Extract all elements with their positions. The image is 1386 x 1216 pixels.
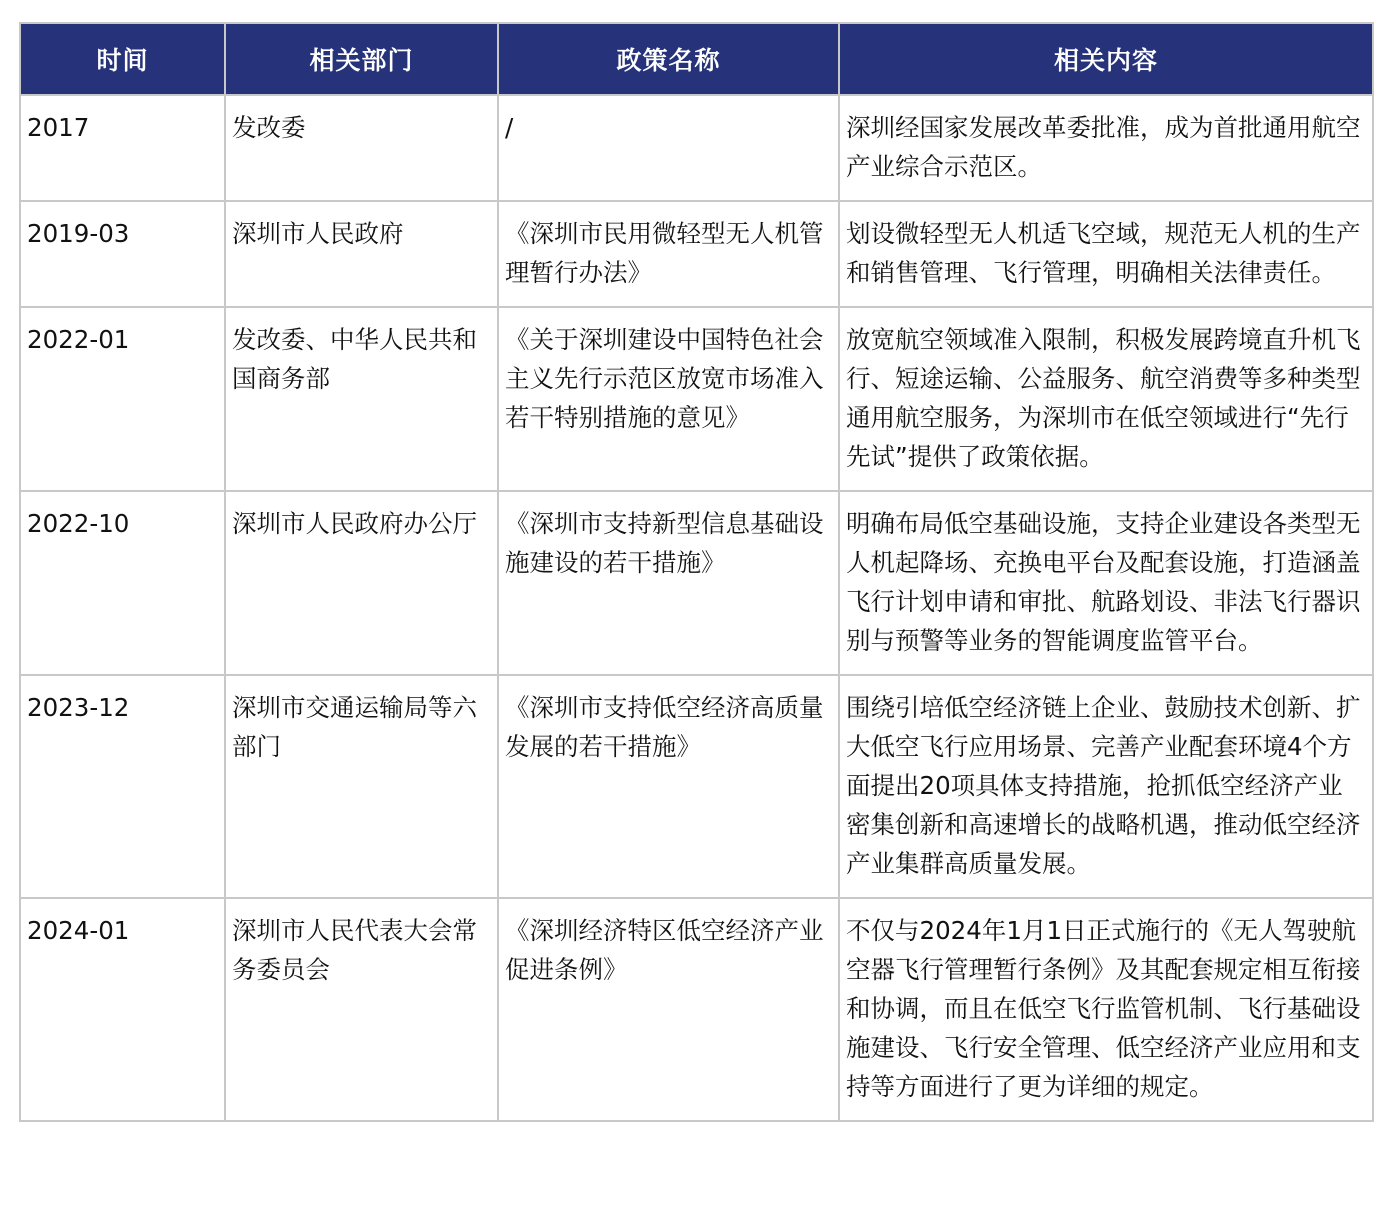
policy-table (19, 22, 1374, 1122)
cell-time: 2017 (20, 95, 225, 201)
header-content: 相关内容 (839, 23, 1373, 95)
cell-time: 2022-10 (20, 491, 225, 675)
cell-content: 围绕引培低空经济链上企业、鼓励技术创新、扩大低空飞行应用场景、完善产业配套环境4个方面提出20项具体支持措施，抢抓低空经济产业密集创新和高速增长的战略机遇，推动低空经济产业集群高质量发展。 (839, 675, 1373, 898)
table-row (20, 675, 1373, 898)
header-department: 相关部门 (225, 23, 498, 95)
cell-time: 2019-03 (20, 201, 225, 307)
cell-department: 深圳市人民政府办公厅 (225, 491, 498, 675)
header-time: 时间 (20, 23, 225, 95)
cell-department: 发改委 (225, 95, 498, 201)
cell-time: 2023-12 (20, 675, 225, 898)
cell-department: 深圳市人民政府 (225, 201, 498, 307)
cell-policy-name: / (498, 95, 839, 201)
cell-department: 深圳市人民代表大会常务委员会 (225, 898, 498, 1121)
header-row (20, 23, 1373, 95)
cell-content: 深圳经国家发展改革委批准，成为首批通用航空产业综合示范区。 (839, 95, 1373, 201)
table-row (20, 307, 1373, 491)
cell-department: 深圳市交通运输局等六部门 (225, 675, 498, 898)
header-policy-name: 政策名称 (498, 23, 839, 95)
cell-content: 明确布局低空基础设施，支持企业建设各类型无人机起降场、充换电平台及配套设施，打造涵盖飞行计划申请和审批、航路划设、非法飞行器识别与预警等业务的智能调度监管平台。 (839, 491, 1373, 675)
cell-time: 2022-01 (20, 307, 225, 491)
cell-department: 发改委、中华人民共和国商务部 (225, 307, 498, 491)
cell-content: 不仅与2024年1月1日正式施行的《无人驾驶航空器飞行管理暂行条例》及其配套规定相互衔接和协调，而且在低空飞行监管机制、飞行基础设施建设、飞行安全管理、低空经济产业应用和支持等方面进行了更为详细的规定。 (839, 898, 1373, 1121)
cell-policy-name: 《深圳市支持新型信息基础设施建设的若干措施》 (498, 491, 839, 675)
cell-policy-name: 《关于深圳建设中国特色社会主义先行示范区放宽市场准入若干特别措施的意见》 (498, 307, 839, 491)
cell-time: 2024-01 (20, 898, 225, 1121)
table-row (20, 95, 1373, 201)
cell-policy-name: 《深圳市支持低空经济高质量发展的若干措施》 (498, 675, 839, 898)
table-row (20, 201, 1373, 307)
table-row (20, 898, 1373, 1121)
cell-content: 划设微轻型无人机适飞空域，规范无人机的生产和销售管理、飞行管理，明确相关法律责任。 (839, 201, 1373, 307)
cell-content: 放宽航空领域准入限制，积极发展跨境直升机飞行、短途运输、公益服务、航空消费等多种类型通用航空服务，为深圳市在低空领域进行“先行先试”提供了政策依据。 (839, 307, 1373, 491)
cell-policy-name: 《深圳经济特区低空经济产业促进条例》 (498, 898, 839, 1121)
cell-policy-name: 《深圳市民用微轻型无人机管理暂行办法》 (498, 201, 839, 307)
table-row (20, 491, 1373, 675)
